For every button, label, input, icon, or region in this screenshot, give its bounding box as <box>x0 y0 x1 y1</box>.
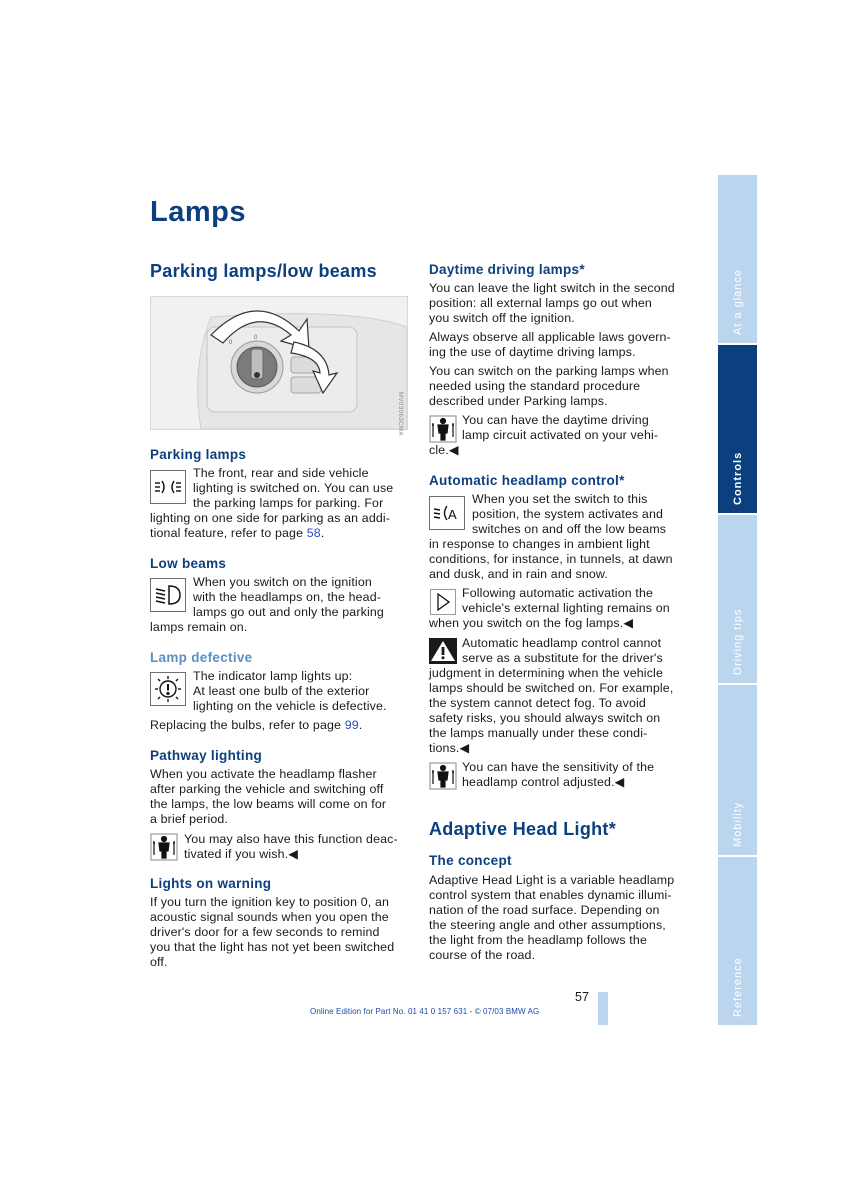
daytime-note-tail: cle.◀ <box>429 443 459 457</box>
page-title: Lamps <box>150 196 246 228</box>
play-note-icon <box>429 588 457 616</box>
service-note-icon <box>150 833 178 861</box>
page-number: 57 <box>575 990 589 1004</box>
low-beams-tail: lamps remain on. <box>150 620 248 634</box>
bulb-warning-icon <box>150 672 186 706</box>
parking-lamps-tail: lighting on one side for parking as an addi- tional feature, refer to page 58. <box>150 511 391 540</box>
pathway-note-text: You may also have this function deac- tivated if you wish.◀ <box>184 832 398 861</box>
figure-code: MV03063CMA <box>397 392 403 437</box>
auto-warning-text: Automatic headlamp control cannot serve as a substitute for the driver's <box>462 636 663 665</box>
pathway-lighting-text: When you activate the headlamp flasher after parking the vehicle and switching off the lamps, the low beams will come on for a brief period. <box>150 767 387 826</box>
parking-lamp-icon <box>150 470 186 504</box>
page-link-99[interactable]: 99 <box>344 718 359 732</box>
tab-controls[interactable]: Controls <box>718 345 757 513</box>
auto-info-text: Following automatic activation the vehicle's external lighting remains on <box>462 586 670 615</box>
auto-warning-tail: judgment in determining when the vehicle lamps should be switched on. For example, the system cannot detect fog. To avoid safety risks, you should always switch on the lamps manually under these condi- tions.◀ <box>429 666 674 755</box>
replacing-bulbs-text: Replacing the bulbs, refer to page 99. <box>150 718 363 732</box>
daytime-note-text: You can have the daytime driving lamp circuit activated on your vehi- <box>462 413 659 442</box>
footer-edition: Online Edition for Part No. 01 41 0 157 631 - © 07/03 BMW AG <box>310 1007 540 1016</box>
low-beam-icon <box>150 578 186 612</box>
tab-mobility[interactable]: Mobility <box>718 685 757 855</box>
heading-lights-on-warning: Lights on warning <box>150 876 272 891</box>
adaptive-head-light-text: Adaptive Head Light is a variable headlamp control system that enables dynamic illumi- nation of the road surface. Depending on the steering angle and other assumptions, the light from the headlamp follows the course of the road. <box>429 873 675 962</box>
heading-low-beams: Low beams <box>150 556 227 571</box>
light-switch-figure <box>150 296 408 430</box>
daytime-p1: You can leave the light switch in the second position: all external lamps go out when you switch off the ignition. <box>429 281 675 325</box>
section-title-adaptive-head-light: Adaptive Head Light* <box>429 819 617 839</box>
warning-triangle-icon <box>429 638 457 664</box>
section-title-parking-low: Parking lamps/low beams <box>150 261 377 281</box>
heading-daytime-driving-lamps: Daytime driving lamps* <box>429 262 585 277</box>
heading-lamp-defective: Lamp defective <box>150 650 253 665</box>
parking-lamps-text: The front, rear and side vehicle lighting is switched on. You can use the parking lamps for parking. For <box>193 466 394 510</box>
page-link-58[interactable]: 58 <box>306 526 321 540</box>
auto-headlamp-tail: in response to changes in ambient light conditions, for instance, in tunnels, at dawn and dusk, and in rain and snow. <box>429 537 673 581</box>
svg-text:A: A <box>448 507 457 522</box>
tab-at-a-glance[interactable]: At a glance <box>718 175 757 343</box>
light-switch-illustration <box>151 297 407 429</box>
service-note-icon <box>429 415 457 443</box>
tab-reference[interactable]: Reference <box>718 857 757 1025</box>
auto-headlamp-text: When you set the switch to this position, the system activates and switches on and off the low beams <box>472 492 667 536</box>
daytime-p3: You can switch on the parking lamps when needed using the standard procedure described under Parking lamps. <box>429 364 669 408</box>
lamp-defective-text: The indicator lamp lights up: At least one bulb of the exterior lighting on the vehicle is defective. <box>193 669 387 713</box>
heading-the-concept: The concept <box>429 853 512 868</box>
auto-headlamp-icon <box>429 496 465 530</box>
daytime-p2: Always observe all applicable laws govern- ing the use of daytime driving lamps. <box>429 330 671 359</box>
heading-parking-lamps: Parking lamps <box>150 447 247 462</box>
auto-note-text: You can have the sensitivity of the headlamp control adjusted.◀ <box>462 760 655 789</box>
heading-pathway-lighting: Pathway lighting <box>150 748 263 763</box>
service-note-icon <box>429 762 457 790</box>
page-marker <box>598 992 608 1025</box>
heading-automatic-headlamp-control: Automatic headlamp control* <box>429 473 625 488</box>
auto-info-tail: when you switch on the fog lamps.◀ <box>429 616 634 630</box>
lights-on-warning-text: If you turn the ignition key to position 0, an acoustic signal sounds when you open the driver's door for a few seconds to remind you that the light has not yet been switched off. <box>150 895 395 969</box>
svg-text:0: 0 <box>254 335 258 341</box>
svg-text:0: 0 <box>229 340 233 346</box>
low-beams-text: When you switch on the ignition with the headlamps on, the head- lamps go out and only the parking <box>193 575 384 619</box>
tab-driving-tips[interactable]: Driving tips <box>718 515 757 683</box>
